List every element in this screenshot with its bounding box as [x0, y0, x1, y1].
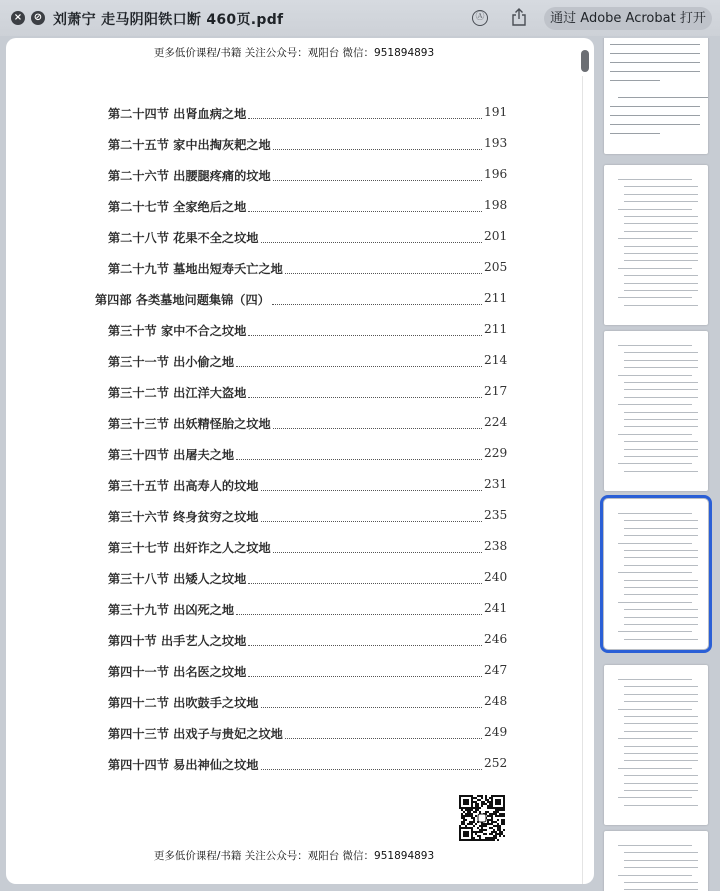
toc-page-number: 191: [484, 105, 508, 119]
toc-page-number: 248: [484, 694, 508, 708]
thumbnail-text-line: [618, 679, 692, 680]
toc-leader-dots: [273, 415, 482, 429]
toc-row[interactable]: [6, 198, 582, 218]
thumbnail-text-line: [618, 543, 692, 544]
toc-row[interactable]: [6, 384, 582, 404]
toc-page-number: 247: [484, 663, 508, 677]
thumbnail-text-line: [624, 686, 698, 687]
toc-row[interactable]: [6, 539, 582, 559]
scrollbar-thumb[interactable]: [581, 50, 589, 72]
thumbnail-text-line: [624, 441, 698, 442]
toc-leader-dots: [248, 663, 482, 677]
thumbnail-text-line: [624, 723, 698, 724]
toc-row[interactable]: [6, 601, 582, 621]
thumbnail-text-line: [624, 624, 698, 625]
toc-entry-label: 第三十五节 出高寿人的坟地: [108, 479, 259, 493]
thumbnail-text-line: [624, 639, 698, 640]
qr-code: [459, 795, 505, 841]
thumbnail-text-line: [610, 80, 660, 81]
thumbnail-text-line: [624, 694, 698, 695]
toc-row[interactable]: [6, 663, 582, 683]
thumbnail-text-line: [610, 71, 700, 72]
stop-icon[interactable]: ⊘: [31, 11, 45, 25]
toc-leader-dots: [273, 539, 482, 553]
toc-entry-label: 第二十五节 家中出掏灰耙之地: [108, 138, 271, 152]
thumbnail-text-line: [624, 594, 698, 595]
thumbnail-text-line: [624, 790, 698, 791]
toc-row[interactable]: [6, 260, 582, 280]
toc-entry-label: 第三十四节 出屠夫之地: [108, 448, 235, 462]
thumbnail-text-line: [624, 775, 698, 776]
thumbnail-text-line: [624, 360, 698, 361]
toc-entry-label: 第三十二节 出江洋大盗地: [108, 386, 247, 400]
toc-row[interactable]: [6, 167, 582, 187]
thumbnail-text-line: [624, 253, 698, 254]
thumbnail-text-line: [624, 305, 698, 306]
toc-page-number: 211: [484, 291, 508, 305]
toc-entry-label: 第二十八节 花果不全之坟地: [108, 231, 259, 245]
thumbnail-text-line: [624, 617, 698, 618]
toc-page-number: 224: [484, 415, 508, 429]
toc-page-number: 217: [484, 384, 508, 398]
thumbnail-text-line: [624, 889, 698, 890]
thumbnail-text-line: [618, 404, 692, 405]
toc-row[interactable]: [6, 229, 582, 249]
thumbnail-text-line: [624, 367, 698, 368]
share-icon[interactable]: [511, 8, 527, 26]
thumbnail-text-line: [618, 434, 692, 435]
thumbnail-text-line: [618, 513, 692, 514]
toc-entry-label: 第二十七节 全家绝后之地: [108, 200, 247, 214]
toc-leader-dots: [236, 353, 482, 367]
toc-entry-label: 第二十九节 墓地出短寿夭亡之地: [108, 262, 283, 276]
toc-entry-label: 第四十三节 出戏子与贵妃之坟地: [108, 727, 283, 741]
toc-entry-label: 第四部 各类墓地问题集锦（四）: [95, 293, 270, 307]
thumbnail-text-line: [624, 746, 698, 747]
thumbnail-text-line: [618, 572, 692, 573]
close-icon[interactable]: ×: [11, 11, 25, 25]
thumbnail-text-line: [624, 449, 698, 450]
thumbnail-text-line: [624, 565, 698, 566]
thumbnail-text-line: [624, 805, 698, 806]
toc-row[interactable]: [6, 353, 582, 373]
toc-page-number: 214: [484, 353, 508, 367]
thumbnail-text-line: [610, 53, 700, 54]
page-thumbnail[interactable]: [604, 499, 708, 649]
document-title: 刘萧宁 走马阴阳铁口断 460页.pdf: [53, 12, 284, 28]
thumbnail-text-line: [618, 238, 692, 239]
toc-row[interactable]: [6, 415, 582, 435]
toc-leader-dots: [248, 198, 482, 212]
thumbnail-text-line: [624, 716, 698, 717]
toc-leader-dots: [248, 105, 482, 119]
thumbnail-text-line: [624, 587, 698, 588]
toc-entry-label: 第四十一节 出名医之坟地: [108, 665, 247, 679]
toc-leader-dots: [248, 632, 482, 646]
toc-entry-label: 第四十四节 易出神仙之坟地: [108, 758, 259, 772]
toc-leader-dots: [248, 384, 482, 398]
toc-entry-label: 第三十三节 出妖精怪胎之坟地: [108, 417, 271, 431]
page-thumbnail[interactable]: [604, 331, 708, 491]
page-thumbnail[interactable]: [604, 665, 708, 825]
thumbnail-text-line: [618, 179, 692, 180]
toc-page-number: 252: [484, 756, 508, 770]
toc-page-number: 231: [484, 477, 508, 491]
thumbnail-text-line: [624, 609, 698, 610]
page-thumbnail[interactable]: [604, 38, 708, 154]
thumbnail-text-line: [624, 731, 698, 732]
thumbnail-text-line: [618, 345, 692, 346]
toc-row[interactable]: [6, 725, 582, 745]
toc-leader-dots: [273, 136, 482, 150]
toc-page-number: 201: [484, 229, 508, 243]
markup-icon[interactable]: Ⓐ: [472, 10, 488, 26]
toc-leader-dots: [236, 601, 482, 615]
thumbnail-text-line: [624, 412, 698, 413]
thumbnail-text-line: [624, 382, 698, 383]
toc-page-number: 229: [484, 446, 508, 460]
thumbnail-text-line: [624, 352, 698, 353]
thumbnail-text-line: [624, 397, 698, 398]
thumbnail-text-line: [610, 124, 700, 125]
toc-leader-dots: [248, 570, 482, 584]
toc-leader-dots: [236, 446, 482, 460]
thumbnail-text-line: [610, 106, 700, 107]
toc-entry-label: 第三十一节 出小偷之地: [108, 355, 235, 369]
page-thumbnail[interactable]: [604, 831, 708, 891]
thumbnail-text-line: [610, 115, 700, 116]
thumbnail-text-line: [624, 290, 698, 291]
toc-page-number: 246: [484, 632, 508, 646]
toc-leader-dots: [261, 694, 483, 708]
toc-page-number: 196: [484, 167, 508, 181]
toc-page-number: 240: [484, 570, 508, 584]
thumbnail-text-line: [624, 275, 698, 276]
toc-row[interactable]: [6, 446, 582, 466]
toc-leader-dots: [273, 167, 482, 181]
page-footer: 更多低价课程/书籍 关注公众号：观阳台 微信：951894893: [153, 850, 435, 862]
thumbnail-text-line: [624, 860, 698, 861]
toc-entry-label: 第三十六节 终身贫穷之坟地: [108, 510, 259, 524]
thumbnail-text-line: [618, 768, 692, 769]
thumbnail-text-line: [624, 701, 698, 702]
toc-entry-label: 第三十七节 出奸诈之人之坟地: [108, 541, 271, 555]
thumbnail-text-line: [624, 186, 698, 187]
toc-entry-label: 第三十九节 出凶死之地: [108, 603, 235, 617]
toc-page-number: 241: [484, 601, 508, 615]
page-header: 更多低价课程/书籍 关注公众号：观阳台 微信：951894893: [153, 47, 435, 59]
toc-row[interactable]: [6, 570, 582, 590]
toc-entry-label: 第三十节 家中不合之坟地: [108, 324, 247, 338]
thumbnail-text-line: [624, 389, 698, 390]
toc-entry-label: 第四十二节 出吹鼓手之坟地: [108, 696, 259, 710]
thumbnail-text-line: [618, 209, 692, 210]
thumbnail-text-line: [624, 426, 698, 427]
toc-leader-dots: [261, 477, 483, 491]
thumbnail-text-line: [624, 753, 698, 754]
toc-leader-dots: [261, 229, 483, 243]
toc-row[interactable]: [6, 694, 582, 714]
thumbnail-text-line: [624, 550, 698, 551]
thumbnail-text-line: [624, 783, 698, 784]
toc-page-number: 193: [484, 136, 508, 150]
thumbnail-text-line: [618, 797, 692, 798]
toc-page-number: 211: [484, 322, 508, 336]
toc-row[interactable]: [6, 136, 582, 156]
thumbnail-text-line: [618, 463, 692, 464]
toc-leader-dots: [261, 756, 483, 770]
thumbnail-text-line: [624, 246, 698, 247]
thumbnail-sidebar[interactable]: [596, 38, 720, 891]
toc-leader-dots: [272, 291, 482, 305]
thumbnail-text-line: [610, 44, 700, 45]
toc-page-number: 198: [484, 198, 508, 212]
thumbnail-text-line: [624, 867, 698, 868]
pdf-page-view[interactable]: [6, 38, 594, 884]
thumbnail-text-line: [618, 631, 692, 632]
thumbnail-text-line: [624, 223, 698, 224]
divider: [582, 76, 583, 884]
thumbnail-text-line: [624, 283, 698, 284]
toc-row[interactable]: [6, 105, 582, 125]
toc-row[interactable]: [6, 508, 582, 528]
open-in-acrobat-button[interactable]: 通过 Adobe Acrobat 打开: [544, 7, 712, 30]
thumbnail-text-line: [618, 602, 692, 603]
thumbnail-text-line: [618, 97, 708, 98]
toc-page-number: 238: [484, 539, 508, 553]
toc-page-number: 235: [484, 508, 508, 522]
thumbnail-text-line: [624, 216, 698, 217]
thumbnail-text-line: [624, 535, 698, 536]
thumbnail-text-line: [618, 375, 692, 376]
thumbnail-text-line: [624, 557, 698, 558]
thumbnail-text-line: [624, 194, 698, 195]
thumbnail-text-line: [618, 709, 692, 710]
thumbnail-text-line: [624, 520, 698, 521]
thumbnail-text-line: [624, 580, 698, 581]
thumbnail-text-line: [618, 738, 692, 739]
title-bar: [0, 0, 720, 36]
toc-entry-label: 第二十四节 出肾血病之地: [108, 107, 247, 121]
thumbnail-text-line: [624, 760, 698, 761]
toc-entry-label: 第三十八节 出矮人之坟地: [108, 572, 247, 586]
thumbnail-text-line: [610, 133, 660, 134]
toc-row[interactable]: [6, 477, 582, 497]
toc-row[interactable]: [6, 291, 582, 311]
thumbnail-text-line: [624, 528, 698, 529]
thumbnail-text-line: [624, 419, 698, 420]
thumbnail-text-line: [624, 471, 698, 472]
thumbnail-text-line: [624, 231, 698, 232]
toc-row[interactable]: [6, 756, 582, 776]
toc-leader-dots: [285, 725, 482, 739]
thumbnail-text-line: [618, 845, 692, 846]
thumbnail-text-line: [618, 875, 692, 876]
thumbnail-text-line: [618, 297, 692, 298]
thumbnail-text-line: [610, 62, 700, 63]
thumbnail-text-line: [618, 268, 692, 269]
toc-leader-dots: [248, 322, 482, 336]
thumbnail-text-line: [624, 852, 698, 853]
toc-leader-dots: [261, 508, 483, 522]
toc-page-number: 205: [484, 260, 508, 274]
thumbnail-text-line: [624, 201, 698, 202]
toc-leader-dots: [285, 260, 482, 274]
page-thumbnail[interactable]: [604, 165, 708, 325]
thumbnail-text-line: [624, 882, 698, 883]
toc-row[interactable]: [6, 632, 582, 652]
toc-page-number: 249: [484, 725, 508, 739]
toc-entry-label: 第四十节 出手艺人之坟地: [108, 634, 247, 648]
toc-row[interactable]: [6, 322, 582, 342]
toc-entry-label: 第二十六节 出腰腿疼痛的坟地: [108, 169, 271, 183]
thumbnail-text-line: [624, 456, 698, 457]
thumbnail-text-line: [624, 260, 698, 261]
